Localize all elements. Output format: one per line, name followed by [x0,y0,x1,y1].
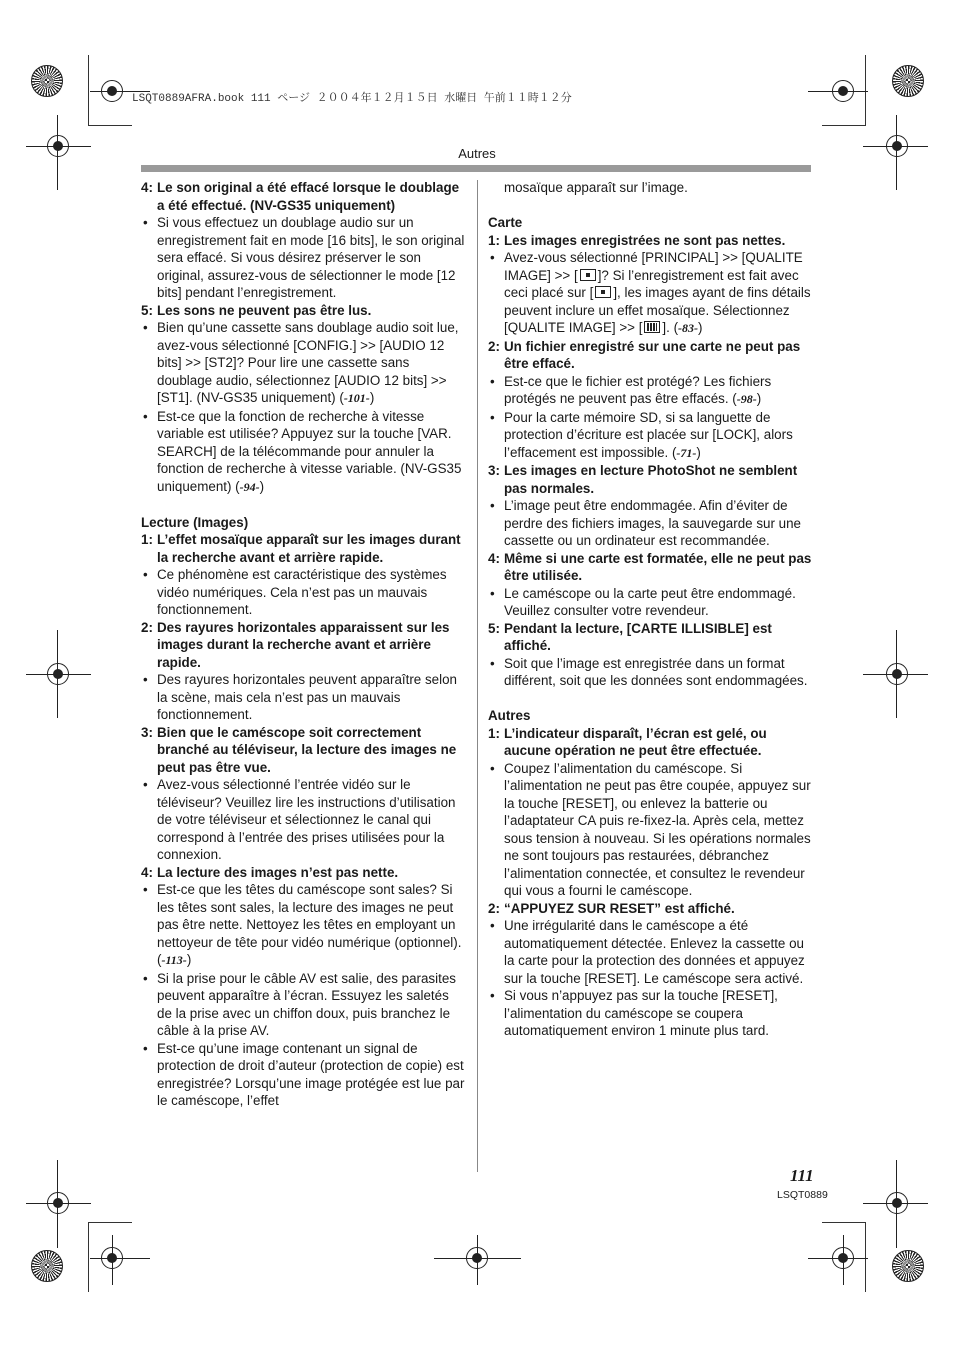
question-item [141,724,467,777]
close-paren: ) [698,320,703,335]
bullet: • [143,215,148,230]
question-number: 4: [141,180,153,195]
answer-text: Est-ce qu’une image contenant un signal de protection de droit d’auteur (protection de copie) est enregistrée? Lorsqu’une image protégée est lue par le caméscope, l’effet [157,1040,465,1108]
answer-text: Si vous n’appuyez pas sur la touche [RESET], l’alimentation du caméscope se coupera automatiquement environ 1 minute plus tard. [504,988,778,1038]
crop-mark [822,125,866,126]
question-text: Pendant la lecture, [CARTE ILLISIBLE] est affiché. [504,620,772,653]
right-column [488,179,814,1040]
answer-text: Coupez l’alimentation du caméscope. Si l’alimentation ne peut pas être coupée, appuyez sur la touche [RESET], ou enlevez la batterie ou l’adaptateur CA puis re-fixez-la. Après cela, mettez sous tension à nouveau. Si les opérations normales ne sont toujours pas restaurées, débranchez l’alimentation connectée, et consultez le revendeur qui vous a fourni le caméscope. [504,760,811,898]
answer-item [141,881,467,970]
registration-line [90,1258,150,1259]
question-item [488,725,814,760]
answer-text: ], les images ayant de fins détails peuvent inclure un effet mosaïque. Sélectionnez [QUALITE IMAGE] >> [ [504,285,811,335]
question-item [488,232,814,250]
answer-item [141,214,467,302]
answer-text: L’image peut être endommagée. Afin d’éviter de perdre des fichiers images, la sauvegarde sur une cassette ou un ordinateur est recommandée. [504,498,801,548]
answer-text: ]. ( [662,320,679,335]
question-item [488,900,814,918]
question-text: Même si une carte est formatée, elle ne peut pas être utilisée. [504,550,812,583]
bullet: • [490,498,495,513]
answer-item [141,776,467,864]
bullet: • [490,760,495,776]
quality-normal-icon [580,269,596,281]
answer-text: Avez-vous sélectionné l’entrée vidéo sur le téléviseur? Veuillez lire les instructions d’utilisation de votre téléviseur et sélectionnez le canal qui correspond à l’entrée des prises utilisées pour la connexion. [157,777,456,862]
continued-text: mosaïque apparaît sur l’image. [504,180,688,195]
answer-text: Le caméscope ou la carte peut être endommagé. Veuillez consulter votre revendeur. [504,585,796,618]
bullet: • [143,320,148,335]
column-divider [477,180,478,1172]
registration-sunburst-bottom-left [31,1250,63,1282]
crop-mark [88,1222,89,1292]
answer-text: Soit que l’image est enregistrée dans un format différent, soit que les données sont endommagées. [504,655,808,688]
bullet: • [143,408,148,424]
quality-fine-icon [644,321,660,333]
bullet: • [490,988,495,1003]
question-item [488,620,814,655]
page-code: LSQT0889 [777,1189,828,1201]
question-number: 4: [141,864,153,880]
left-column [141,179,467,1110]
bullet: • [490,373,495,389]
answer-text: Des rayures horizontales peuvent apparaître selon la scène, mais cela n’est pas un mauvais fonctionnement. [157,672,457,722]
answer-item [488,373,814,409]
answer-item [141,671,467,724]
answer-item [488,249,814,338]
question-number: 1: [141,532,153,547]
answer-item [488,760,814,900]
question-text: “APPUYEZ SUR RESET” est affiché. [504,900,735,916]
bullet: • [490,409,495,425]
bullet: • [143,672,148,687]
answer-item [141,1040,467,1110]
question-text: Les images enregistrées ne sont pas nettes. [504,232,786,248]
registration-line [112,1235,113,1285]
crop-mark [88,55,89,125]
answer-text: Ce phénomène est caractéristique des systèmes vidéo numériques. Cela n’est pas un mauvais fonctionnement. [157,567,447,617]
question-item [141,531,467,566]
bullet: • [143,567,148,582]
registration-line [57,630,58,718]
crop-mark [822,1222,866,1223]
crop-mark [88,1222,132,1223]
answer-text: Pour la carte mémoire SD, si sa languette de protection d’écriture est placée sur [LOCK], alors l’effacement est impossible. ( [504,409,793,460]
question-text: Le son original a été effacé lorsque le doublage a été effectué. (NV-GS35 uniquement) [157,180,460,213]
registration-line [477,1235,478,1285]
quality-normal-icon [595,286,611,298]
answer-text: Est-ce que le fichier est protégé? Les fichiers protégés ne peuvent pas être effacés. ( [504,373,772,406]
registration-line [26,1203,91,1204]
question-text: Les sons ne peuvent pas être lus. [157,302,372,318]
question-item [488,462,814,497]
registration-line [896,1160,897,1248]
page-reference: -101- [343,391,370,405]
answer-text: ]? Si l’enregistrement est fait avec ceci placé sur [ [504,267,799,300]
page-reference: -83- [678,321,699,335]
question-number: 3: [488,463,500,478]
book-file-header: LSQT0889AFRA.book 111 ページ ２００４年１２月１５日 水曜日 午前１１時１２分 [132,93,572,105]
page-reference: -98- [736,392,757,406]
question-number: 1: [488,232,500,248]
close-paren: ) [259,478,265,494]
close-paren: ) [756,391,762,406]
registration-line [843,1235,844,1285]
question-number: 4: [488,550,500,566]
bullet: • [490,918,495,933]
registration-line [896,630,897,718]
question-item [141,619,467,672]
answer-text: Si vous effectuez un doublage audio sur un enregistrement fait en mode [16 bits], le son original sera effacé. Si vous désirez préserver le son original, assurez-vous de sélectionner le mode [12 bits] pendant l’enregistrement. [157,215,465,300]
page-number: 111 [790,1166,814,1185]
close-paren: ) [369,390,375,405]
question-number: 3: [141,724,153,740]
bullet: • [143,1040,148,1056]
close-paren: ) [186,952,192,967]
subsection-heading: Carte [488,215,523,230]
answer-text: Est-ce que la fonction de recherche à vitesse variable est utilisée? Appuyez sur la touche [VAR. SEARCH] de la télécommande pour annuler la fonction de recherche à vitesse variable. (NV-GS35 uniquement) ( [157,408,462,494]
answer-item [488,585,814,620]
question-item [488,550,814,585]
registration-line [57,1160,58,1248]
section-title: Autres [458,146,496,161]
question-text: Un fichier enregistré sur une carte ne peut pas être effacé. [504,338,801,371]
subsection-heading: Autres [488,708,531,723]
registration-sunburst-top-left [31,65,63,97]
crop-mark [865,1222,866,1292]
question-text: La lecture des images n’est pas nette. [157,864,399,880]
bullet: • [143,777,148,792]
bullet: • [490,250,495,265]
answer-item [488,497,814,550]
question-number: 5: [488,620,500,636]
registration-sunburst-bottom-right [892,1250,924,1282]
answer-item [488,409,814,463]
question-text: Des rayures horizontales apparaissent sur les images durant la recherche avant et arrière rapide. [157,619,450,670]
question-text: L’effet mosaïque apparaît sur les images durant la recherche avant et arrière rapide. [157,532,461,565]
page-reference: -71- [676,445,697,460]
bullet: • [490,655,495,671]
answer-item [141,319,467,408]
registration-line [808,91,868,92]
answer-item [141,408,467,497]
answer-text: Est-ce que les têtes du caméscope sont sales? Si les têtes sont sales, la lecture des images ne peut pas être nette. Nettoyez les têtes en employant un nettoyeur de tête pour vidéo numérique (optionnel). ( [157,882,462,967]
question-text: L’indicateur disparaît, l’écran est gelé, ou aucune opération ne peut être effectuée. [504,725,767,758]
question-item [141,179,467,214]
bullet: • [143,882,148,897]
answer-item [141,566,467,619]
registration-sunburst-top-right [892,65,924,97]
subsection-heading: Lecture (Images) [141,514,249,530]
header-rule [141,165,811,172]
answer-text: Bien qu’une cassette sans doublage audio soit lue, avez-vous sélectionné [CONFIG.] >> [AUDIO 12 bits] >> [ST2]? Pour lire une cassette sans doublage audio, sélectionnez [AUDIO 12 bits] >> [ST1]. (NV-GS35 uniquement) ( [157,320,459,405]
crop-mark [88,125,132,126]
answer-item [141,970,467,1040]
question-number: 2: [488,338,500,354]
question-number: 2: [141,619,153,635]
question-item [141,864,467,882]
answer-text: Avez-vous sélectionné [PRINCIPAL] >> [QUALITE IMAGE] >> [ [504,250,803,283]
bullet: • [490,585,495,601]
question-number: 2: [488,900,500,916]
page-reference: -94- [239,479,260,494]
answer-text: Si la prise pour le câble AV est salie, des parasites peuvent apparaître à l’écran. Essuyez les saletés de la prise avec un chiffon doux, puis branchez le câble à la prise AV. [157,970,456,1038]
bullet: • [143,970,148,986]
page-reference: -113- [161,953,187,967]
answer-item [488,987,814,1040]
question-item [488,338,814,373]
question-text: Bien que le caméscope soit correctement branché au téléviseur, la lecture des images ne peut pas être vue. [157,724,457,775]
registration-line [26,674,91,675]
question-text: Les images en lecture PhotoShot ne semblent pas normales. [504,463,798,496]
crop-mark [865,55,866,125]
close-paren: ) [696,444,701,460]
answer-item [488,917,814,987]
question-number: 5: [141,302,153,318]
question-item [141,302,467,320]
answer-item [488,655,814,690]
registration-line [808,1258,868,1259]
answer-text: Une irrégularité dans le caméscope a été automatiquement détectée. Enlevez la cassette ou la carte pour la protection des données et appuyez sur la touche [RESET]. Le caméscope sera activé. [504,918,805,986]
question-number: 1: [488,725,500,741]
